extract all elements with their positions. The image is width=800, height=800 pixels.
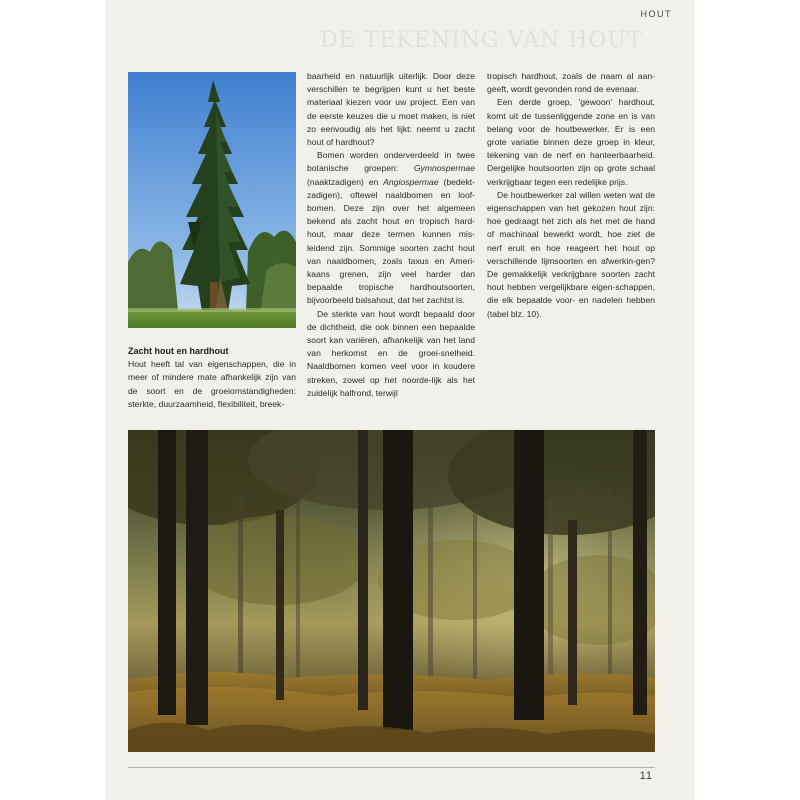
forest-photo [128,430,655,752]
text-column-1 [128,345,296,411]
text-column-3 [487,70,655,321]
section-heading: Zacht hout en hardhout [128,346,229,356]
text-column-2 [307,70,475,400]
footer-rule [128,767,655,768]
section-label: HOUT [640,9,672,19]
paragraph: Een derde groep, 'gewoon' hardhout, komt uit de tussenliggende zone en is van belang voor de houtbewerker. Er is een grote variatie binnen deze groep in kleur, tekening van de nerf en hanteerbaarheid. Dergelijke houtsoorten zijn op grote schaal verkrijgbaar tegen een redelijke prijs. [487,97,655,187]
paragraph: Hout heeft tal van eigenschappen, die in meer of mindere mate afhankelijk zijn van de soort en de groeiomstandigheden: sterkte, duurzaamheid, flexibiliteit, breek- [128,359,296,409]
paragraph: baarheid en natuurlijk uiterlijk. Door deze verschillen te begrijpen kunt u het beste materiaal kiezen voor uw project. Een van de eerste keuzes die u moet maken, is niet zo eenvoudig als het lijkt: neemt u zacht hout of hardhout? [307,71,475,148]
paragraph: De houtbewerker zal willen weten wat de eigenschappen van het gekozen hout zijn: hoe gedraagt het zich als het met de hand of machinaal bewerkt wordt, hoe ziet de nerf eruit en hoe reageert het hout op verschillende lijmsoorten en afwerkin-gen? De gemakkelijk verkrijgbare soorten zacht hout hebben vergelijkbare eigen-schappen, die elk bepaalde voor- en nadelen hebben (tabel blz. 10). [487,189,655,319]
paragraph: tropisch hardhout, zoals de naam al aan-geeft, wordt gevonden rond de evenaar. [487,71,655,95]
tree-photo [128,72,296,328]
paragraph: De sterkte van hout wordt bepaald door de dichtheid, die ook binnen een bepaalde soort kan variëren, afhankelijk van het land van herkomst en de groei-snelheid. Naaldbomen komen veel voor in koudere streken, zowel op het noorde-lijk als het zuidelijk halfrond, terwijl [307,308,475,398]
paragraph: Bomen worden onderverdeeld in twee botanische groepen: Gymnospermae (naaktzadigen) en Angiospermae (bedekt-zadigen), oftewel naaldbomen en loof-bomen. Deze zijn over het algemeen bekend als zacht hout en tropisch hard-hout, maar deze termen kunnen mis-leidend zijn. Sommige soorten zacht hout van naaldbomen, zoals taxus en Ameri-kaans grenen, zijn veel harder dan bepaalde tropische hardhoutsoorten, bijvoorbeeld balsahout, dat het zachtst is. [307,150,475,306]
page-number: 11 [639,770,653,782]
faded-page-title: DE TEKENING VAN HOUT [320,28,643,53]
